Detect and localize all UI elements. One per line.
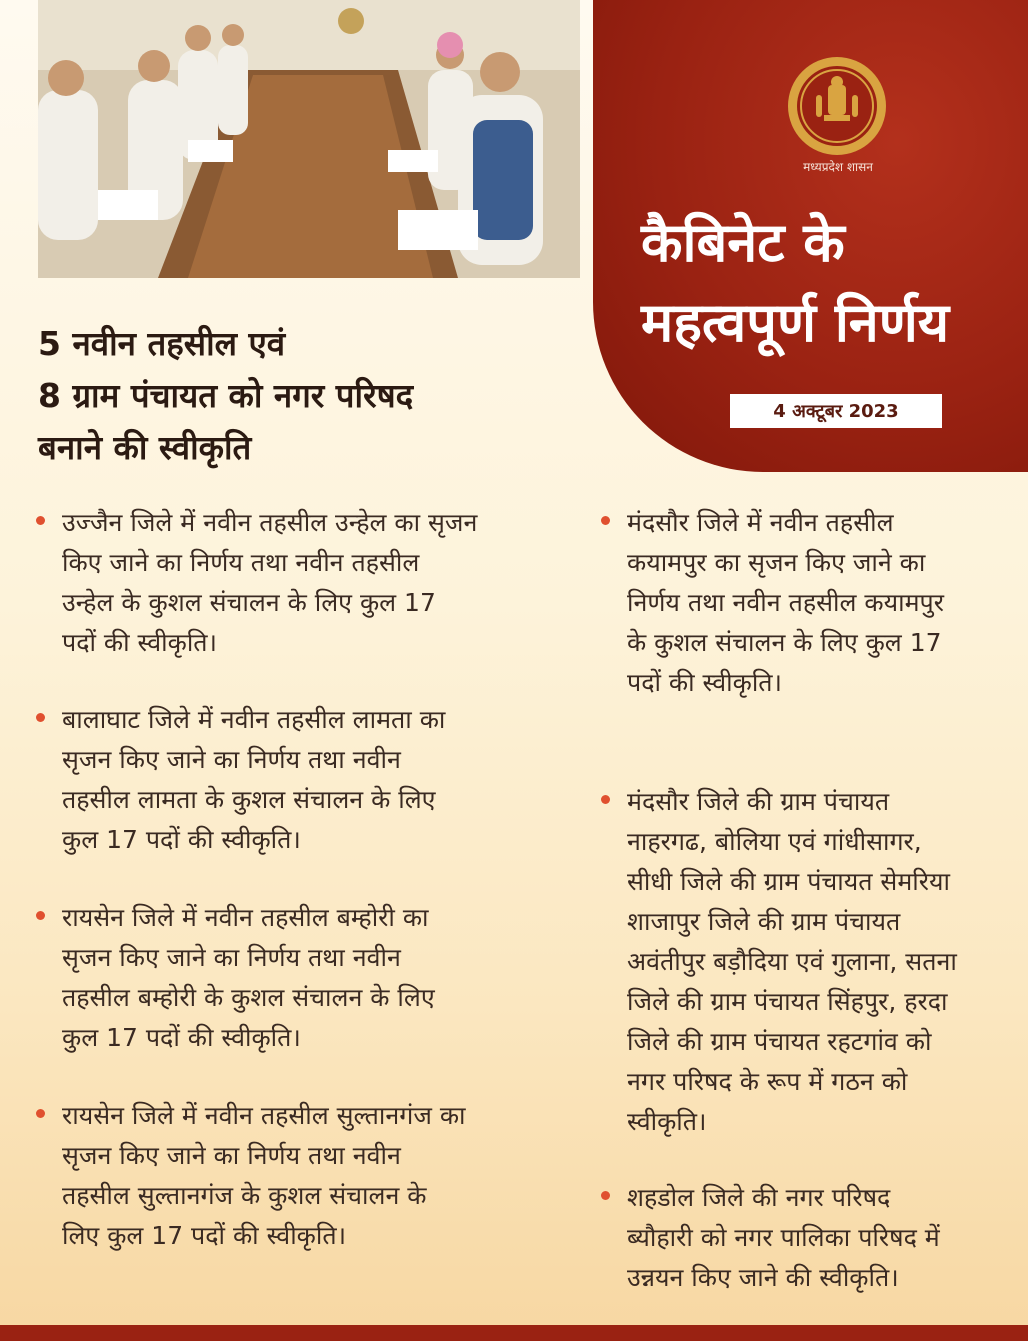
list-item-text: मंदसौर जिले की ग्राम पंचायत नाहरगढ, बोलिया एवं गांधीसागर, सीधी जिले की ग्राम पंचायत सेमरिया शाजापुर जिले की ग्राम पंचायत अवंतीपुर बड़ौदिया एवं गुलाना, सतना जिले की ग्राम पंचायत सिंहपुर, हरदा जिले की ग्राम पंचायत रहटगांव को नगर परिषद के रूप में गठन को स्वीकृति। <box>627 787 957 1136</box>
bullet-icon <box>36 1109 45 1118</box>
cabinet-meeting-photo <box>38 0 580 278</box>
list-item-text: रायसेन जिले में नवीन तहसील सुल्तानगंज का सृजन किए जाने का निर्णय तथा नवीन तहसील सुल्तानगंज के कुशल संचालन के लिए कुल 17 पदों की स्वीकृति। <box>62 1101 466 1250</box>
list-item <box>601 503 1028 703</box>
date-badge: 4 अक्टूबर 2023 <box>730 394 942 428</box>
list-item <box>36 898 596 1058</box>
bullet-icon <box>36 911 45 920</box>
list-item-text: शहडोल जिले की नगर परिषद ब्यौहारी को नगर पालिका परिषद में उन्नयन किए जाने की स्वीकृति। <box>627 1183 940 1292</box>
list-item-text: मंदसौर जिले में नवीन तहसील कयामपुर का सृजन किए जाने का निर्णय तथा नवीन तहसील कयामपुर के कुशल संचालन के लिए कुल 17 पदों की स्वीकृति। <box>627 508 944 697</box>
footer-bar <box>0 1325 1028 1341</box>
bullet-icon <box>36 516 45 525</box>
mp-government-seal-icon <box>786 55 888 157</box>
bullet-icon <box>601 795 610 804</box>
headline-line1: 5 नवीन तहसील एवं <box>38 324 286 363</box>
list-item-text: रायसेन जिले में नवीन तहसील बम्होरी का सृजन किए जाने का निर्णय तथा नवीन तहसील बम्होरी के कुशल संचालन के लिए कुल 17 पदों की स्वीकृति। <box>62 903 435 1052</box>
headline-line2: 8 ग्राम पंचायत को नगर परिषद <box>38 376 414 415</box>
seal-caption: मध्यप्रदेश शासन <box>803 160 873 174</box>
headline-line3: बनाने की स्वीकृति <box>38 428 252 467</box>
list-item <box>36 700 596 860</box>
bullet-icon <box>36 713 45 722</box>
list-item-text: उज्जैन जिले में नवीन तहसील उन्हेल का सृजन किए जाने का निर्णय तथा नवीन तहसील उन्हेल के कुशल संचालन के लिए कुल 17 पदों की स्वीकृति। <box>62 508 478 657</box>
list-item-text: बालाघाट जिले में नवीन तहसील लामता का सृजन किए जाने का निर्णय तथा नवीन तहसील लामता के कुशल संचालन के लिए कुल 17 पदों की स्वीकृति। <box>62 705 446 854</box>
banner-title-line2: महत्वपूर्ण निर्णय <box>641 291 950 354</box>
banner-title-line1: कैबिनेट के <box>641 211 845 274</box>
page-headline <box>38 318 598 474</box>
list-item <box>36 1096 596 1256</box>
bullet-icon <box>601 516 610 525</box>
list-item <box>601 1178 1028 1298</box>
title-banner <box>593 0 1028 472</box>
list-item <box>36 503 596 663</box>
banner-title <box>641 203 1028 363</box>
bullet-icon <box>601 1191 610 1200</box>
list-item <box>601 782 1028 1142</box>
